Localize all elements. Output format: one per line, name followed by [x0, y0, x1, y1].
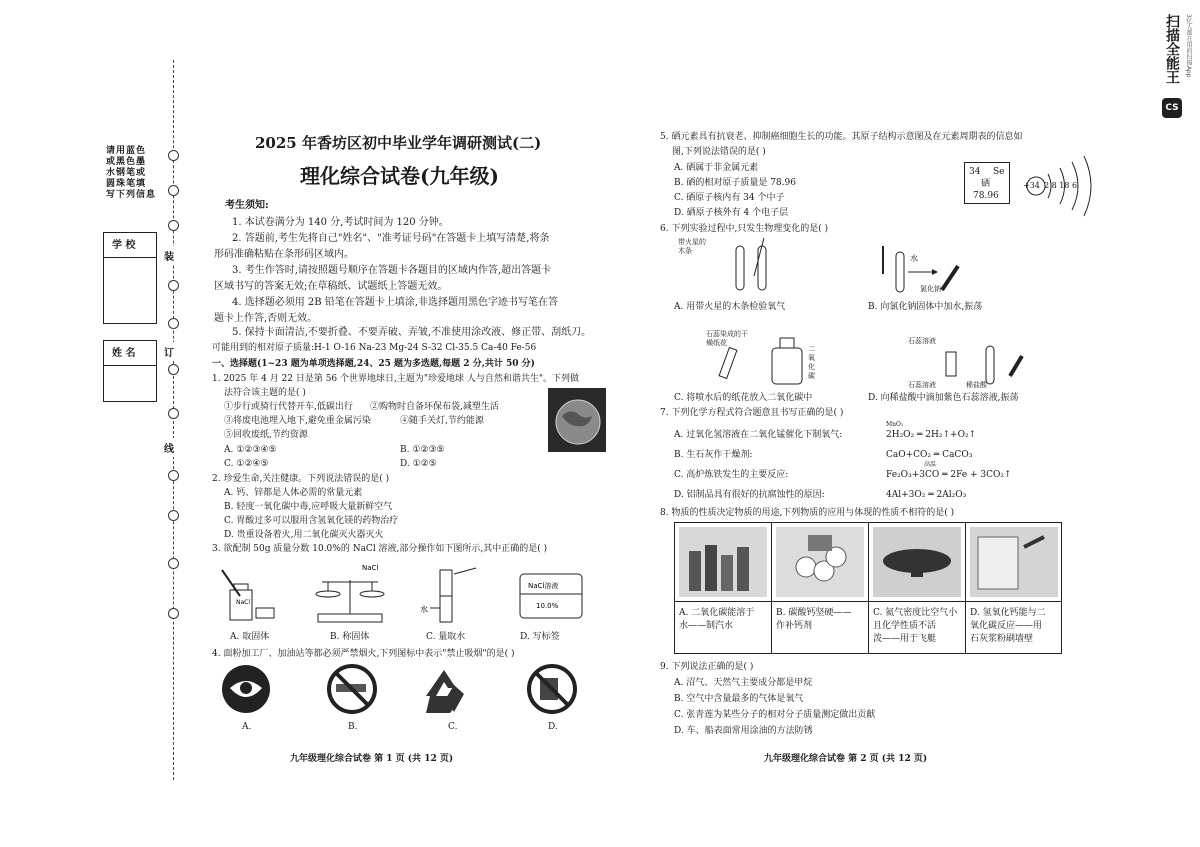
- q5-option[interactable]: A. 硒属于非金属元素: [674, 163, 759, 173]
- notice-line: 题卡上作答,否则无效。: [214, 313, 318, 324]
- q2-option[interactable]: D. 贵重设备着火,用二氧化碳灭火器灭火: [224, 530, 384, 540]
- q6-fig-label: 二氧化碳: [808, 345, 815, 380]
- exam-title: 2025 年香坊区初中毕业学年调研测试(二): [255, 134, 542, 152]
- q1-item: ③将废电池埋入地下,避免重金属污染: [224, 416, 371, 426]
- q8-option-line: 石灰浆粉刷墙壁: [970, 634, 1034, 644]
- q2-option[interactable]: C. 胃酸过多可以服用含氢氧化镁的药物治疗: [224, 516, 399, 526]
- binding-hole: [168, 510, 179, 521]
- q6-fig-label: 石蕊溶液: [908, 337, 936, 345]
- q5-option[interactable]: B. 硒的相对原子质量是 78.96: [674, 178, 796, 188]
- q1-option[interactable]: C. ①②④⑤: [224, 459, 269, 469]
- school-field[interactable]: [103, 232, 157, 324]
- earth-image: [548, 388, 606, 452]
- q6-fig-label: 石蕊染成的干燥纸花: [706, 330, 748, 347]
- q6-fig-label: 水: [910, 254, 918, 263]
- exam-subtitle: 理化综合试卷(九年级): [300, 164, 499, 188]
- q6-fig-top: [674, 236, 1094, 296]
- wall-painting-photo: [970, 527, 1058, 597]
- q9-stem: 9. 下列说法正确的是( ): [660, 662, 754, 672]
- q6-fig-label: 带火星的木条: [678, 238, 706, 255]
- q7-equation: 4Al+3O₂ ═ 2Al₂O₃: [886, 490, 967, 500]
- q6-fig-label: 氯化钠: [920, 285, 941, 293]
- exam-page-2: [660, 0, 1100, 847]
- notice-line: 5. 保持卡面清洁,不要折叠、不要弄破、弄皱,不准使用涂改液、修正带、刮纸刀。: [232, 327, 592, 338]
- soda-photo: [679, 527, 767, 597]
- binding-hole: [168, 220, 179, 231]
- q2-option[interactable]: A. 钙、锌都是人体必需的常量元素: [224, 488, 363, 498]
- binding-notice-line: 水钢笔或: [106, 168, 147, 178]
- q3-fig-label: NaCl溶液: [528, 582, 559, 590]
- q5-stem: 5. 硒元素具有抗衰老、抑制癌细胞生长的功能。其原子结构示意图及在元素周期表的信息如: [660, 132, 1023, 142]
- q7-stem: 7. 下列化学方程式符合题意且书写正确的是( ): [660, 408, 844, 418]
- q6-fig-label: 稀盐酸: [966, 381, 987, 389]
- q6-option[interactable]: D. 向稀盐酸中滴加紫色石蕊溶液,振荡: [868, 393, 1019, 403]
- q7-equation: 2H₂O₂ ═ 2H₂↑+O₂↑: [886, 430, 977, 440]
- atomic-mass: 78.96: [973, 191, 999, 201]
- no-fire-icon: [222, 665, 270, 713]
- binding-hole: [168, 558, 179, 569]
- binding-hole: [168, 280, 179, 291]
- q7-option[interactable]: B. 生石灰作干燥剂:: [674, 450, 753, 460]
- q9-option[interactable]: A. 沼气、天然气主要成分都是甲烷: [674, 678, 813, 688]
- q4-stem: 4. 面粉加工厂、加油站等都必须严禁烟火,下列图标中表示"禁止吸烟"的是( ): [212, 649, 515, 659]
- section-heading: 一、选择题(1~23 题为单项选择题,24、25 题为多选题,每题 2 分,共计 50 分): [212, 359, 535, 369]
- q8-option-line: 且化学性质不活: [873, 621, 937, 631]
- q1-item: ②购物时自备环保布袋,减塑生活: [370, 402, 499, 412]
- notice-line: 1. 本试卷满分为 140 分,考试时间为 120 分钟。: [232, 217, 449, 228]
- q9-option[interactable]: B. 空气中含量最多的气体是氧气: [674, 694, 804, 704]
- q9-option[interactable]: D. 车、船表面常用涂油的方法防锈: [674, 726, 813, 736]
- q7-condition: 高温: [924, 461, 937, 468]
- q8-option-line: 氧化碳反应——用: [970, 621, 1043, 631]
- no-fireworks-icon: [529, 666, 575, 712]
- q8-table: [674, 522, 1062, 654]
- margin-mark-zhuang: 装: [164, 246, 174, 265]
- q8-option-line: 作补钙剂: [776, 621, 813, 631]
- q4-option[interactable]: C.: [448, 722, 458, 732]
- name-field[interactable]: [103, 340, 157, 402]
- binding-notice-line: 或黑色墨: [106, 157, 147, 167]
- recycle-icon: [426, 670, 464, 713]
- q4-option[interactable]: A.: [242, 722, 252, 732]
- q4-sign-icons: [218, 662, 598, 718]
- q8-option-line: C. 氦气密度比空气小: [873, 608, 958, 618]
- q1-item: ①步行或骑行代替开车,低碳出行: [224, 402, 353, 412]
- binding-hole: [168, 318, 179, 329]
- element-name: 硒: [981, 179, 991, 189]
- q5-option[interactable]: D. 硒原子核外有 4 个电子层: [674, 208, 789, 218]
- page-footer: 九年级理化综合试卷 第 2 页 (共 12 页): [764, 754, 928, 764]
- q8-option[interactable]: [873, 607, 963, 646]
- q5-option[interactable]: C. 硒原子核内有 34 个中子: [674, 193, 785, 203]
- scanner-tagline: 3亿人都在用的扫描App: [1185, 14, 1192, 78]
- school-label: 学 校: [112, 240, 136, 251]
- notice-heading: 考生须知:: [225, 200, 269, 211]
- q6-fig-label: 石蕊溶液: [908, 381, 936, 389]
- binding-notice-line: 请用蓝色: [106, 146, 147, 156]
- q3-fig-a: [222, 570, 274, 620]
- q1-stem: 1. 2025 年 4 月 22 日是第 56 个世界地球日,主题为"珍爱地球 人与自然和谐共生"。下列做: [212, 374, 580, 384]
- binding-notice-line: 写下列信息: [106, 190, 157, 200]
- q7-option[interactable]: C. 高炉炼铁发生的主要反应:: [674, 470, 789, 480]
- q8-stem: 8. 物质的性质决定物质的用途,下列物质的应用与体现的性质不相符的是( ): [660, 508, 955, 518]
- binding-hole: [168, 608, 179, 619]
- nucleus-charge: +34: [1023, 181, 1040, 190]
- binding-hole: [168, 364, 179, 375]
- q6-fig-bottom: [700, 318, 1100, 388]
- q6-option[interactable]: A. 用带火星的木条检验氧气: [674, 302, 786, 312]
- q4-option[interactable]: D.: [548, 722, 558, 732]
- q3-fig-c: [430, 568, 476, 622]
- binding-hole: [168, 408, 179, 419]
- q7-condition: MnO₂: [886, 421, 904, 428]
- electron-shells: 2 8 18 6: [1044, 181, 1078, 190]
- q3-fig-label: NaCl: [236, 599, 251, 606]
- q8-option-line: A. 二氧化碳能溶于: [679, 608, 755, 618]
- q7-equation: CaO+CO₂ ═ CaCO₃: [886, 450, 973, 460]
- page-footer: 九年级理化综合试卷 第 1 页 (共 12 页): [290, 754, 454, 764]
- notice-line: 4. 选择题必须用 2B 铅笔在答题卡上填涂,非选择题用黑色字迹书写笔在答: [232, 297, 558, 308]
- q1-item: ⑤回收废纸,节约资源: [224, 430, 308, 440]
- q7-option[interactable]: D. 铝制品具有很好的抗腐蚀性的原因:: [674, 490, 825, 500]
- binding-hole: [168, 185, 179, 196]
- scanner-brand: 扫描全能王: [1164, 14, 1180, 84]
- binding-notice-line: 圆珠笔填: [106, 179, 147, 189]
- binding-margin: [0, 0, 190, 847]
- q2-option[interactable]: B. 轻度一氧化碳中毒,应呼吸大量新鲜空气: [224, 502, 393, 512]
- q9-option[interactable]: C. 张青莲为某些分子的相对分子质量测定做出贡献: [674, 710, 876, 720]
- q5-stem: 图,下列说法错误的是( ): [672, 147, 766, 157]
- binding-cut-line: [173, 60, 174, 780]
- q3-fig-label: 10.0%: [536, 602, 559, 610]
- q3-stem: 3. 欲配制 50g 质量分数 10.0%的 NaCl 溶液,部分操作如下图所示,其中正确的是( ): [212, 544, 548, 554]
- scanner-logo-icon: CS: [1162, 98, 1182, 118]
- q3-fig-label: NaCl: [362, 564, 379, 572]
- margin-mark-ding: 订: [164, 342, 174, 361]
- q1-stem: 法符合该主题的是( ): [224, 388, 306, 398]
- q3-fig-b: [316, 580, 384, 622]
- q1-option[interactable]: D. ①②⑤: [400, 459, 437, 469]
- q6-stem: 6. 下列实验过程中,只发生物理变化的是( ): [660, 224, 829, 234]
- q7-option[interactable]: A. 过氧化氢溶液在二氧化锰催化下制氧气:: [674, 430, 843, 440]
- q3-option[interactable]: B. 称固体: [330, 632, 370, 642]
- q3-fig-label: 水: [420, 605, 428, 614]
- q2-stem: 2. 珍爱生命,关注健康。下列说法错误的是( ): [212, 474, 390, 484]
- exam-page-1: [190, 0, 610, 847]
- element-symbol: Se: [993, 167, 1005, 177]
- q8-option-line: B. 碳酸钙坚硬——: [776, 608, 852, 618]
- binding-hole: [168, 470, 179, 481]
- atomic-number: 34: [969, 167, 981, 177]
- q1-item: ④随手关灯,节约能源: [400, 416, 484, 426]
- q1-option[interactable]: A. ①②③④⑤: [224, 445, 277, 455]
- q4-option[interactable]: B.: [348, 722, 358, 732]
- scanner-watermark: [1158, 0, 1200, 847]
- q8-option-line: D. 氢氧化钙能与二: [970, 608, 1046, 618]
- q8-option[interactable]: [679, 607, 769, 633]
- calcium-tablets-photo: [776, 527, 864, 597]
- q8-option-line: 泼——用于飞艇: [873, 634, 937, 644]
- q3-option[interactable]: A. 取固体: [230, 632, 270, 642]
- q8-option[interactable]: [776, 607, 866, 633]
- periodic-cell: [964, 162, 1010, 204]
- q3-operation-figures: [218, 560, 598, 628]
- notice-line: 区域书写的答案无效;在草稿纸、试题纸上答题无效。: [214, 281, 448, 292]
- q6-option[interactable]: B. 向氯化钠固体中加水,振荡: [868, 302, 983, 312]
- no-smoking-icon: [329, 666, 375, 712]
- q6-option[interactable]: C. 将喷水后的纸花放入二氧化碳中: [674, 393, 813, 403]
- margin-mark-xian: 线: [164, 438, 174, 457]
- notice-line: 3. 考生作答时,请按照题号顺序在答题卡各题目的区域内作答,超出答题卡: [232, 265, 552, 276]
- binding-hole: [168, 150, 179, 161]
- notice-line: 2. 答题前,考生先将自己"姓名"、"准考证号码"在答题卡上填写清楚,将条: [232, 233, 550, 244]
- q3-option[interactable]: C. 量取水: [426, 632, 466, 642]
- q1-option[interactable]: B. ①②③⑤: [400, 445, 445, 455]
- airship-photo: [873, 527, 961, 597]
- q8-option[interactable]: [970, 607, 1060, 646]
- q3-option[interactable]: D. 写标签: [520, 632, 560, 642]
- q8-option-line: 水——制汽水: [679, 621, 734, 631]
- q7-equation: Fe₂O₃+3CO ═ 2Fe + 3CO₂↑: [886, 470, 1012, 480]
- atomic-masses: 可能用到的相对原子质量:H-1 O-16 Na-23 Mg-24 S-32 Cl-35.5 Ca-40 Fe-56: [212, 343, 537, 353]
- notice-line: 形码准确粘贴在条形码区域内。: [214, 249, 354, 260]
- name-label: 姓 名: [112, 348, 136, 359]
